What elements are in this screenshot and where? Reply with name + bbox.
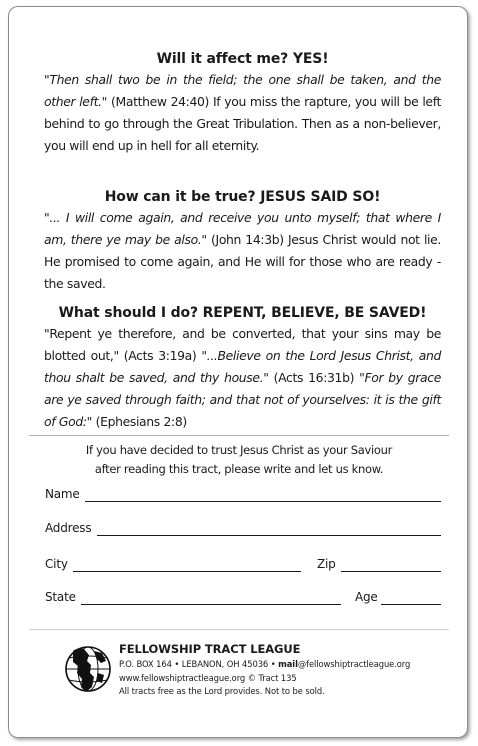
tract-card (8, 6, 468, 738)
heading-true: How can it be true? JESUS SAID SO! (104, 189, 381, 205)
text-acts-3: "Repent ye therefore, and be converted, that your sins may be blotted out," (Acts 3:19a) (44, 326, 441, 363)
city-blank-line[interactable] (73, 571, 301, 572)
zip-label: Zip (317, 557, 336, 571)
text-acts-16: (Acts 16:31b) (268, 370, 360, 385)
invitation-line-2: after reading this tract, please write and let us know. (94, 462, 384, 476)
paragraph-do (44, 323, 441, 433)
response-invitation (29, 441, 449, 479)
address-blank-line[interactable] (97, 535, 441, 536)
quote-ephesians: "For by grace are ye saved through faith; and that not of yourselves: it is the gift of God:" (44, 370, 441, 429)
address-field[interactable] (45, 519, 441, 539)
quote-john: "... I will come again, and receive you unto myself; that where I am, there ye may be also." (44, 210, 441, 247)
state-age-field[interactable] (45, 588, 441, 608)
footer-divider (29, 629, 449, 630)
name-field[interactable] (45, 485, 441, 505)
org-note: All tracts free as the Lord provides. Not to be sold. (119, 686, 325, 696)
city-label: City (45, 557, 68, 571)
name-blank-line[interactable] (85, 501, 441, 502)
publisher-info (119, 640, 459, 699)
section-do (44, 305, 441, 433)
org-mail-label: mail (278, 659, 298, 669)
quote-matthew: "Then shall two be in the field; the one shall be taken, and the other left." (44, 72, 441, 109)
section-divider (29, 435, 449, 436)
address-label: Address (45, 521, 92, 535)
org-website: www.fellowshiptractleague.org © Tract 135 (119, 672, 297, 683)
org-name: FELLOWSHIP TRACT LEAGUE (119, 642, 301, 656)
section-true (44, 189, 441, 295)
org-address: P.O. BOX 164 • LEBANON, OH 45036 • (119, 659, 279, 669)
paragraph-true (44, 207, 441, 295)
section-affect (44, 51, 441, 157)
quote-acts-16: "...Believe on the Lord Jesus Christ, and thou shalt be saved, and thy house." (44, 348, 441, 385)
state-label: State (45, 590, 76, 604)
text-matthew: (Matthew 24:40) If you miss the rapture, you will be left behind to go through the Great Tribulation. Then as a non-believer, you will end up in hell for all eternity. (44, 94, 441, 153)
text-ephesians: (Ephesians 2:8) (92, 414, 187, 429)
heading-affect: Will it affect me? YES! (156, 51, 329, 67)
age-label: Age (355, 590, 378, 604)
paragraph-affect (44, 69, 441, 157)
city-zip-field[interactable] (45, 555, 441, 575)
state-blank-line[interactable] (81, 604, 341, 605)
age-blank-line[interactable] (381, 604, 441, 605)
name-label: Name (45, 487, 80, 501)
heading-do: What should I do? REPENT, BELIEVE, BE SAVED! (58, 305, 427, 321)
org-address-line (119, 658, 459, 672)
zip-blank-line[interactable] (341, 571, 441, 572)
text-john: (John 14:3b) Jesus Christ would not lie. He promised to come again, and He will for those who are ready - the saved. (44, 232, 441, 291)
org-mail-value: @fellowshiptractleague.org (297, 659, 411, 669)
invitation-line-1: If you have decided to trust Jesus Christ as your Saviour (85, 443, 393, 457)
globe-logo-icon (64, 643, 112, 697)
